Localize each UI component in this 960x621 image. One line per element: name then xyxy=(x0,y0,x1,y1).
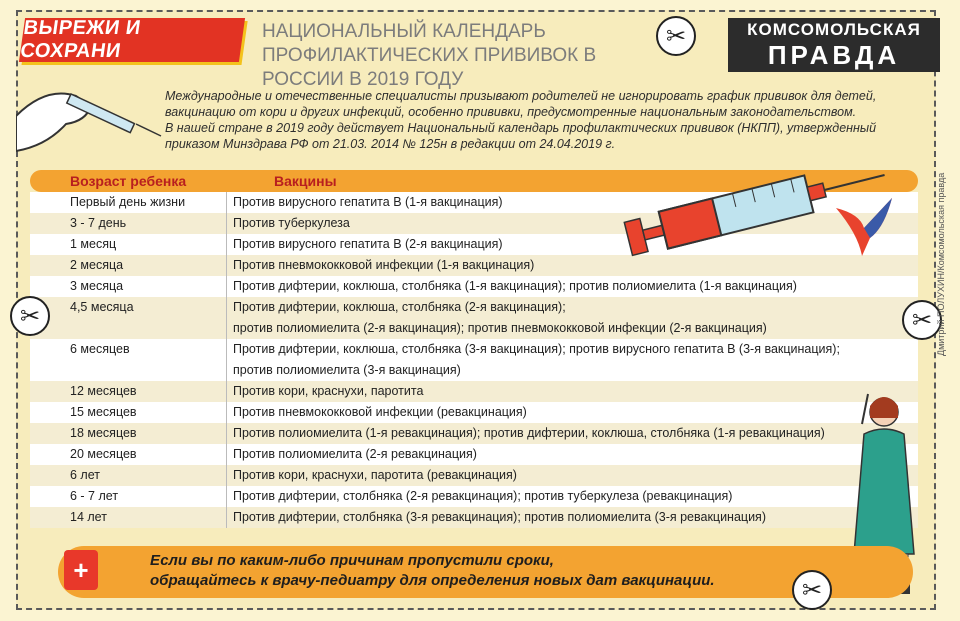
row-age: 15 месяцев xyxy=(70,405,137,419)
intro-paragraph-1: Международные и отечественные специалисты призывают родителей не игнорировать график прививок для детей, вакцинацию от кори и других инфекций, особенно прививки, предусмотренные национальным законодательством. xyxy=(165,89,877,119)
row-vaccines: Против дифтерии, столбняка (2-я ревакцинация); против туберкулеза (ревакцинация) xyxy=(226,486,883,507)
photo-credit: Дмитрий ПОЛУХИН/Комсомольская правда xyxy=(936,172,946,356)
row-vaccines: Против кори, краснухи, паротита xyxy=(226,381,883,402)
row-age: 6 месяцев xyxy=(70,342,130,356)
row-age: 3 месяца xyxy=(70,279,124,293)
table-row xyxy=(30,507,918,528)
header-age: Возраст ребенка xyxy=(70,173,187,189)
table-row xyxy=(30,402,918,423)
row-vaccines xyxy=(226,339,883,381)
table-row xyxy=(30,381,918,402)
table-row xyxy=(30,423,918,444)
scissors-icon: ✂ xyxy=(792,570,832,610)
table-row xyxy=(30,297,918,339)
row-age: 12 месяцев xyxy=(70,384,137,398)
row-vaccines: Против дифтерии, коклюша, столбняка (1-я вакцинация); против полиомиелита (1-я вакцинация) xyxy=(226,276,883,297)
row-age: Первый день жизни xyxy=(70,195,186,209)
header-vaccines: Вакцины xyxy=(274,173,337,189)
bottom-line-1: Если вы по каким-либо причинам пропустили сроки, xyxy=(150,552,554,569)
row-vaccines: Против кори, краснухи, паротита (ревакцинация) xyxy=(226,465,883,486)
row-vaccines xyxy=(226,297,883,339)
bottom-line-2: обращайтесь к врачу-педиатру для определения новых дат вакцинации. xyxy=(150,572,715,589)
table-row xyxy=(30,444,918,465)
row-age: 4,5 месяца xyxy=(70,300,134,314)
row-vaccines: Против пневмококковой инфекции (1-я вакцинация) xyxy=(226,255,883,276)
kp-logo xyxy=(728,18,940,72)
table-row xyxy=(30,276,918,297)
page-title: НАЦИОНАЛЬНЫЙ КАЛЕНДАРЬ ПРОФИЛАКТИЧЕСКИХ ПРИВИВОК В РОССИИ В 2019 ГОДУ xyxy=(262,21,597,90)
row-vaccines: Против дифтерии, столбняка (3-я ревакцинация); против полиомиелита (3-я ревакцинация) xyxy=(226,507,883,528)
row-age: 1 месяц xyxy=(70,237,117,251)
row-age: 3 - 7 день xyxy=(70,216,127,230)
scissors-icon: ✂ xyxy=(10,296,50,336)
row-vaccines-line-2: против полиомиелита (2-я вакцинация); против пневмококковой инфекции (2-я вакцинация) xyxy=(233,321,767,335)
scissors-icon: ✂ xyxy=(902,300,942,340)
scissors-icon: ✂ xyxy=(656,16,696,56)
cut-and-save-badge: ВЫРЕЖИ И СОХРАНИ xyxy=(19,18,245,62)
hand-syringe-illustration xyxy=(16,76,166,166)
row-age: 18 месяцев xyxy=(70,426,137,440)
row-vaccines: Против полиомиелита (2-я ревакцинация) xyxy=(226,444,883,465)
table-row xyxy=(30,486,918,507)
bottom-banner-text xyxy=(150,551,790,591)
row-vaccines-line-1: Против дифтерии, коклюша, столбняка (3-я вакцинация); против вирусного гепатита В (3-я вакцинация); xyxy=(233,342,840,356)
logo-line-1: КОМСОМОЛЬСКАЯ xyxy=(747,19,921,39)
row-vaccines: Против вирусного гепатита В (2-я вакцинация) xyxy=(226,234,883,255)
row-age: 6 - 7 лет xyxy=(70,489,119,503)
row-vaccines-line-2: против полиомиелита (3-я вакцинация) xyxy=(233,363,461,377)
logo-line-2: ПРАВДА xyxy=(767,39,901,70)
row-age: 6 лет xyxy=(70,468,100,482)
row-vaccines: Против вирусного гепатита В (1-я вакцинация) xyxy=(226,192,883,213)
row-age: 14 лет xyxy=(70,510,107,524)
row-vaccines: Против полиомиелита (1-я ревакцинация); против дифтерии, коклюша, столбняка (1-я ревакцинация) xyxy=(226,423,883,444)
row-age: 20 месяцев xyxy=(70,447,137,461)
medkit-icon: + xyxy=(64,550,98,590)
intro-text xyxy=(165,88,905,152)
row-vaccines: Против туберкулеза xyxy=(226,213,883,234)
table-row xyxy=(30,339,918,381)
intro-paragraph-2: В нашей стране в 2019 году действует Национальный календарь профилактических прививок (НКПП), утвержденный приказом Минздрава РФ от 21.03. 2014 № 125н в редакции от 24.04.2019 г. xyxy=(165,121,877,151)
row-age: 2 месяца xyxy=(70,258,124,272)
row-vaccines: Против пневмококковой инфекции (ревакцинация) xyxy=(226,402,883,423)
bird-logo-icon xyxy=(832,194,896,258)
table-row xyxy=(30,465,918,486)
row-vaccines-line-1: Против дифтерии, коклюша, столбняка (2-я вакцинация); xyxy=(233,300,566,314)
